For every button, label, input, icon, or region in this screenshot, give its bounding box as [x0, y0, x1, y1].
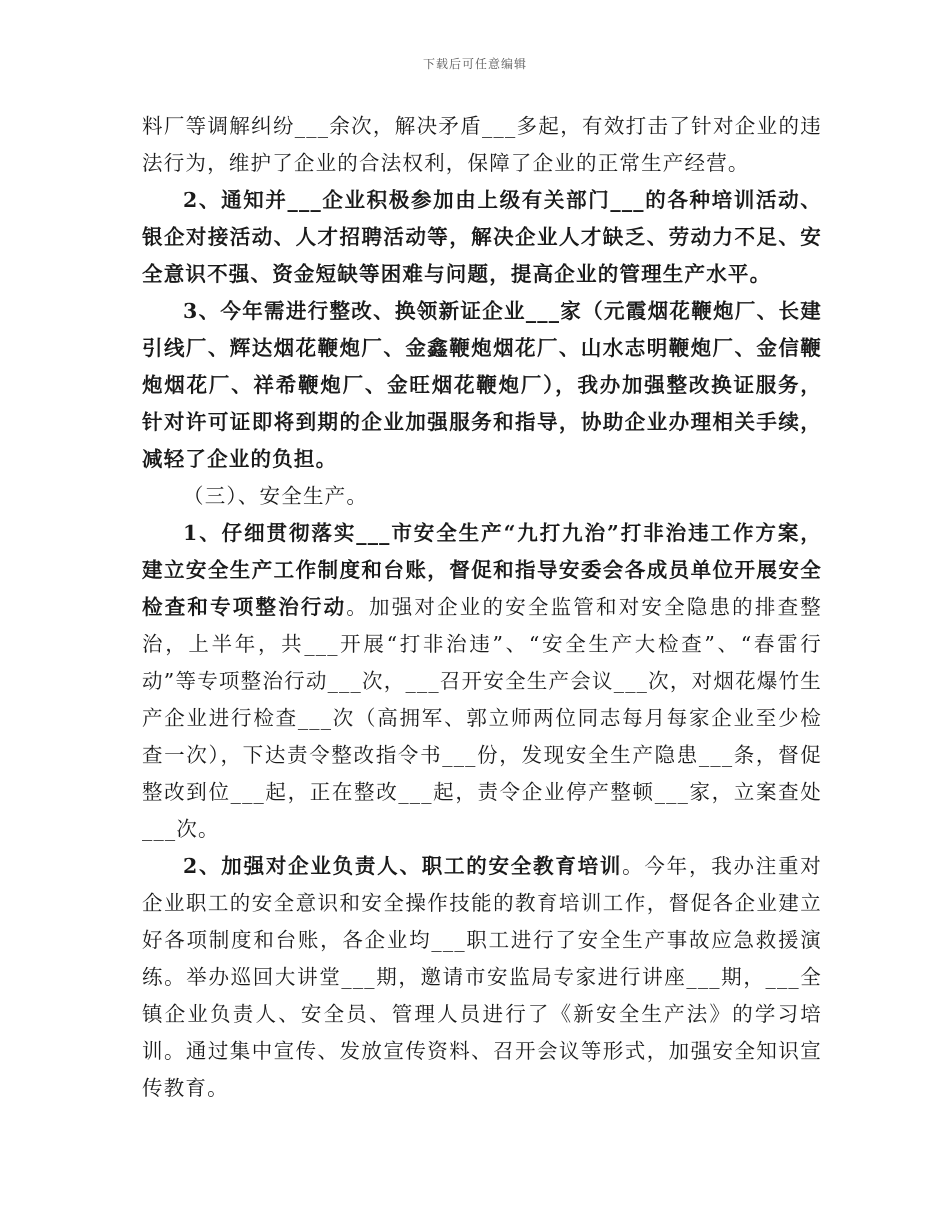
paragraph-safety-1-lead: 1、仔细贯彻落实___市安全生产“九打九治”打非治违工作方案，建立安全生产工作制度和台账，督促和指导安委会各成员单位开展安全检查和专项整治行动 [142, 521, 822, 619]
paragraph-safety-2-body: 。今年，我办注重对企业职工的安全意识和安全操作技能的教育培训工作，督促各企业建立好各项制度和台账，各企业均___职工进行了安全生产事故应急救援演练。举办巡回大讲堂___期，邀请市安监局专家进行讲座___期，___全镇企业负责人、安全员、管理人员进行了《新安全生产法》的学习培训。通过集中宣传、发放宣传资料、召开会议等形式，加强安全知识宣传教育。 [142, 854, 822, 1100]
paragraph-safety-1 [142, 515, 822, 848]
paragraph-safety-2-lead: 2、加强对企业负责人、职工的安全教育培训 [183, 854, 623, 878]
paragraph-item-2: 2、通知并___企业积极参加由上级有关部门___的各种培训活动、银企对接活动、人才招聘活动等，解决企业人才缺乏、劳动力不足、安全意识不强、资金短缺等困难与问题，提高企业的管理生产水平。 [142, 188, 822, 286]
paragraph-safety-1-body: 。加强对企业的安全监管和对安全隐患的排查整治，上半年，共___开展“打非治违”、“安全生产大检查”、“春雷行动”等专项整治行动___次，___召开安全生产会议___次，对烟花爆竹生产企业进行检查___次（高拥军、郭立师两位同志每月每家企业至少检查一次），下达责令整改指令书___份，发现安全生产隐患___条，督促整改到位___起，正在整改___起，责令企业停产整顿___家，立案查处___次。 [142, 595, 822, 841]
paragraph-item-3: 3、今年需进行整改、换领新证企业___家（元霞烟花鞭炮厂、长建引线厂、辉达烟花鞭炮厂、金鑫鞭炮烟花厂、山水志明鞭炮厂、金信鞭炮烟花厂、祥希鞭炮厂、金旺烟花鞭炮厂），我办加强整改换证服务，针对许可证即将到期的企业加强服务和指导，协助企业办理相关手续，减轻了企业的负担。 [142, 299, 822, 471]
page-header: 下载后可任意编辑 [422, 57, 527, 71]
document-body [142, 108, 822, 1107]
paragraph-continuation: 料厂等调解纠纷___余次，解决矛盾___多起，有效打击了针对企业的违法行为，维护了企业的合法权利，保障了企业的正常生产经营。 [142, 114, 822, 175]
section-heading-safety: （三）、安全生产。 [183, 484, 369, 508]
paragraph-safety-2 [142, 848, 822, 1107]
